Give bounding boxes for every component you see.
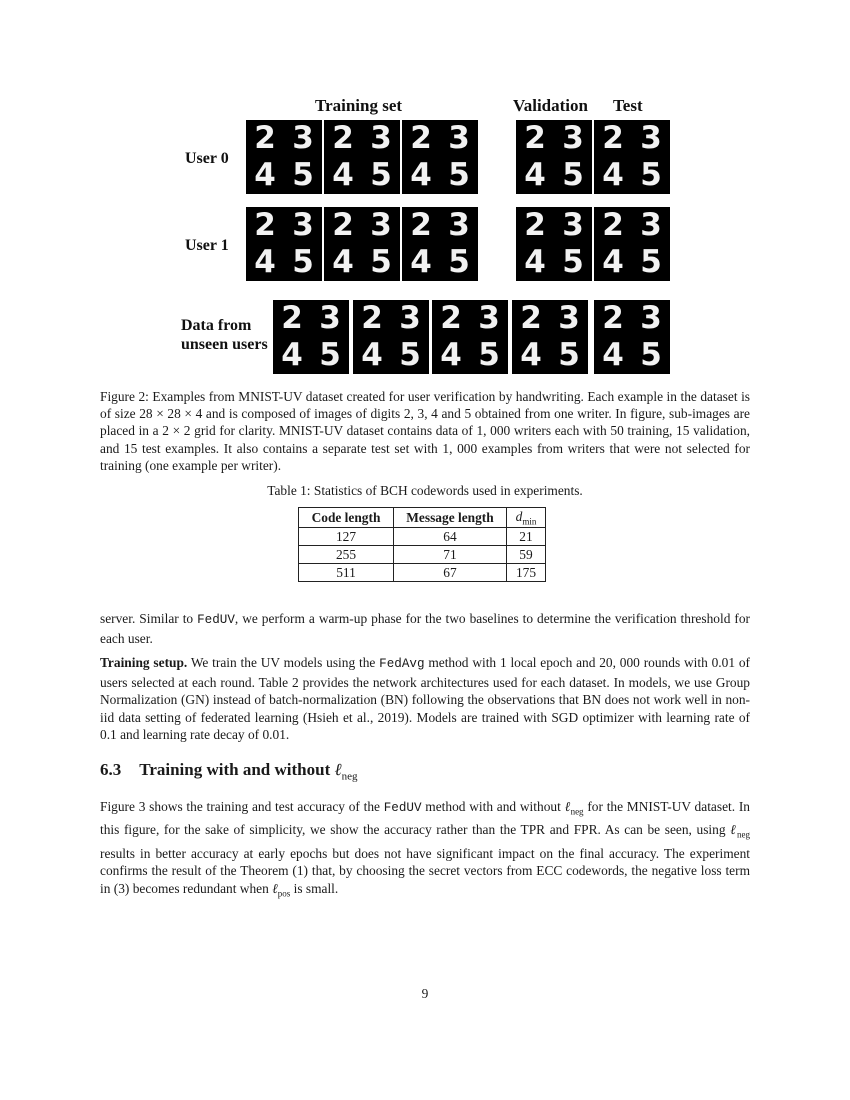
digit-glyph: 3: [448, 207, 470, 243]
digit-tile: [512, 300, 588, 374]
text-run: method with and without: [421, 799, 565, 814]
digit-glyph: 2: [520, 300, 542, 336]
digit-tile: [324, 120, 400, 194]
text-run: method with 1 local epoch and 20, 000 rounds with 0.01 of users selected at each round. Table 2 provides the network architectures used for each dataset. In models, we use Group Normalization (GN) instead of batch-normalization (BN) following the observations that BN does not work well in non-iid data setting of federated learning (Hsieh et al., 2019). Models are trained with SGD optimizer with learning rate of 0.1 and learning rate decay of 0.01.: [100, 655, 750, 743]
digit-glyph: 3: [478, 300, 500, 336]
digit-tile: [402, 120, 478, 194]
digit-tile: [273, 300, 349, 374]
digit-glyph: 5: [370, 157, 392, 193]
digit-glyph: 3: [370, 120, 392, 156]
text-run: We train the UV models using the: [187, 655, 380, 670]
digit-glyph: 3: [292, 207, 314, 243]
digit-glyph: 5: [640, 337, 662, 373]
dmin-base: d: [515, 508, 523, 524]
digit-glyph: 5: [448, 244, 470, 280]
digit-glyph: 3: [319, 300, 341, 336]
figure-caption: Figure 2: Examples from MNIST-UV dataset created for user verification by handwriting. Each example in the dataset is of size 28 × 28 × 4 and is composed of images of digits 2, 3, 4 and 5 obtained from one writer. In figure, sub-images are placed in a 2 × 2 grid for clarity. MNIST-UV dataset contains data of 1, 000 writers each with 50 training, 15 validation, and 15 test examples. It also contains a separate test set with 1, 000 examples from writers that were not selected for training (one example per writer).: [100, 389, 750, 473]
digit-glyph: 5: [562, 244, 584, 280]
ell-symbol: ℓ: [272, 880, 278, 896]
digit-glyph: 5: [292, 244, 314, 280]
digit-glyph: 4: [332, 244, 354, 280]
neg-subscript: neg: [737, 829, 750, 840]
table-cell: 59: [507, 546, 546, 564]
neg-subscript: neg: [570, 806, 584, 817]
table-row: [299, 546, 546, 564]
paragraph-figure3: [100, 798, 750, 903]
table-cell: 127: [299, 528, 394, 546]
table-caption: Table 1: Statistics of BCH codewords used in experiments.: [267, 483, 583, 498]
ell-symbol: ℓ: [564, 799, 571, 814]
dmin-sub: min: [522, 516, 537, 527]
section-heading: [100, 760, 357, 782]
digit-glyph: 4: [520, 337, 542, 373]
digit-glyph: 4: [524, 157, 546, 193]
table-cell: 511: [299, 564, 394, 582]
digit-glyph: 5: [562, 157, 584, 193]
col-code-length: Code length: [299, 508, 394, 528]
digit-glyph: 4: [410, 157, 432, 193]
page-number: 9: [421, 986, 429, 1001]
digit-glyph: 2: [361, 300, 383, 336]
code-fedavg: FedAvg: [379, 657, 425, 671]
digit-glyph: 4: [440, 337, 462, 373]
digit-glyph: 4: [332, 157, 354, 193]
table-cell: 175: [507, 564, 546, 582]
digit-glyph: 2: [254, 120, 276, 156]
digit-glyph: 5: [478, 337, 500, 373]
digit-glyph: 2: [254, 207, 276, 243]
digit-glyph: 3: [292, 120, 314, 156]
text-run: is small.: [290, 880, 339, 896]
bch-statistics-table: [298, 507, 546, 582]
digit-glyph: 3: [562, 120, 584, 156]
digit-glyph: 2: [332, 207, 354, 243]
digit-glyph: 2: [602, 207, 624, 243]
paragraph-heading: Training setup.: [100, 655, 188, 670]
digit-glyph: 5: [292, 157, 314, 193]
digit-glyph: 2: [410, 207, 432, 243]
ell-symbol: ℓ: [730, 822, 737, 838]
digit-tile: [246, 120, 322, 194]
paragraph-server: [100, 610, 750, 647]
validation-header: Validation: [513, 96, 588, 115]
code-fedUV: FedUV: [197, 613, 235, 627]
text-run: Figure 3 shows the training and test accuracy of the: [100, 799, 384, 814]
table-row: [299, 564, 546, 582]
digit-glyph: 5: [319, 337, 341, 373]
training-set-header: Training set: [315, 96, 403, 115]
table-row: [299, 528, 546, 546]
digit-glyph: 4: [254, 244, 276, 280]
digit-tile: [594, 207, 670, 281]
text-run: , we perform a warm-up phase for the two baselines to determine the verification threshold for each user.: [100, 611, 750, 646]
digit-tile: [516, 120, 592, 194]
digit-glyph: 2: [524, 207, 546, 243]
digit-glyph: 3: [640, 207, 662, 243]
digit-glyph: 5: [448, 157, 470, 193]
table-cell: 71: [394, 546, 507, 564]
section-number: 6.3: [100, 760, 122, 779]
col-dmin: [507, 508, 546, 528]
digit-glyph: 3: [558, 300, 580, 336]
pos-subscript: pos: [277, 888, 291, 899]
digit-glyph: 2: [524, 120, 546, 156]
row-label-unseen-2: unseen users: [181, 336, 268, 353]
digit-glyph: 5: [640, 244, 662, 280]
digit-glyph: 2: [440, 300, 462, 336]
table-cell: 255: [299, 546, 394, 564]
row-label-user-1: User 1: [185, 237, 229, 254]
section-title: Training with and without: [139, 760, 335, 779]
col-message-length: Message length: [394, 508, 507, 528]
digit-glyph: 4: [602, 244, 624, 280]
digit-tile: [353, 300, 429, 374]
digit-glyph: 2: [602, 300, 624, 336]
digit-tile: [324, 207, 400, 281]
digit-glyph: 2: [281, 300, 303, 336]
table-cell: 67: [394, 564, 507, 582]
digit-glyph: 3: [562, 207, 584, 243]
digit-glyph: 3: [640, 120, 662, 156]
digit-glyph: 4: [254, 157, 276, 193]
text-run: for the MNIST-UV dataset. In this figure, for the sake of simplicity, we show the accuracy rather than the TPR and FPR. As can be seen, using: [100, 799, 750, 838]
text-run: server. Similar to: [100, 611, 198, 626]
row-label-user-0: User 0: [185, 150, 229, 167]
code-fedUV: FedUV: [383, 801, 422, 815]
table-cell: 64: [394, 528, 507, 546]
digit-glyph: 4: [602, 157, 624, 193]
paragraph-training-setup: [100, 654, 750, 744]
digit-glyph: 2: [602, 120, 624, 156]
text-run: results in better accuracy at early epochs but does not have significant impact on the final accuracy. The experiment confirms the result of the Theorem (1) that, by choosing the secret vectors from ECC codewords, the negative loss term in (3) becomes redundant when: [100, 845, 750, 896]
digit-glyph: 3: [640, 300, 662, 336]
digit-tile: [594, 300, 670, 374]
digit-glyph: 5: [640, 157, 662, 193]
digit-tile: [594, 120, 670, 194]
digit-glyph: 2: [332, 120, 354, 156]
digit-glyph: 3: [370, 207, 392, 243]
digit-glyph: 4: [281, 337, 303, 373]
digit-tile: [432, 300, 508, 374]
digit-glyph: 4: [602, 337, 624, 373]
digit-glyph: 5: [558, 337, 580, 373]
digit-tile: [402, 207, 478, 281]
table-header-row: [299, 508, 546, 528]
digit-glyph: 2: [410, 120, 432, 156]
digit-glyph: 5: [399, 337, 421, 373]
table-cell: 21: [507, 528, 546, 546]
digit-glyph: 4: [524, 244, 546, 280]
digit-tile: [516, 207, 592, 281]
test-header: Test: [613, 96, 643, 115]
digit-tile: [246, 207, 322, 281]
ell-symbol: ℓ: [334, 760, 342, 779]
neg-subscript: neg: [341, 770, 358, 783]
row-label-unseen-1: Data from: [181, 317, 252, 334]
digit-glyph: 3: [448, 120, 470, 156]
digit-glyph: 5: [370, 244, 392, 280]
digit-glyph: 4: [361, 337, 383, 373]
digit-glyph: 3: [399, 300, 421, 336]
digit-glyph: 4: [410, 244, 432, 280]
